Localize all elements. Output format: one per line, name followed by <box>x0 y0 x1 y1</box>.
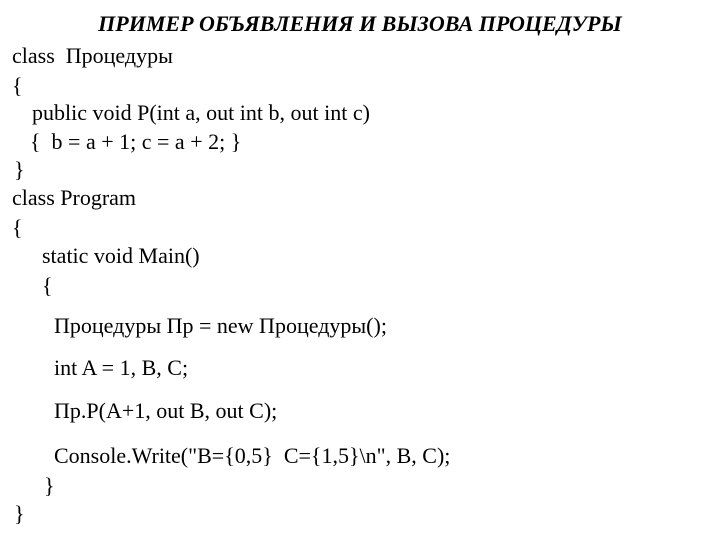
code-line: } <box>44 473 55 498</box>
code-line: class Процедуры <box>12 43 173 68</box>
code-line: { <box>12 73 23 98</box>
code-line: int A = 1, B, C; <box>54 355 189 380</box>
code-line: { b = a + 1; c = a + 2; } <box>30 129 242 154</box>
code-line: Процедуры Пр = new Процедуры(); <box>54 313 387 338</box>
code-line: } <box>14 501 25 526</box>
code-line: static void Main() <box>42 243 200 268</box>
code-line: class Program <box>12 185 137 210</box>
code-line: { <box>12 215 23 240</box>
slide-title: ПРИМЕР ОБЪЯВЛЕНИЯ И ВЫЗОВА ПРОЦЕДУРЫ <box>98 11 622 36</box>
code-line: Console.Write("B={0,5} C={1,5}\n", B, C); <box>54 443 451 468</box>
code-line: Пр.P(A+1, out B, out C); <box>54 398 278 423</box>
code-line: public void P(int a, out int b, out int c) <box>32 100 370 125</box>
code-line: { <box>42 273 53 298</box>
code-line: } <box>14 157 25 182</box>
